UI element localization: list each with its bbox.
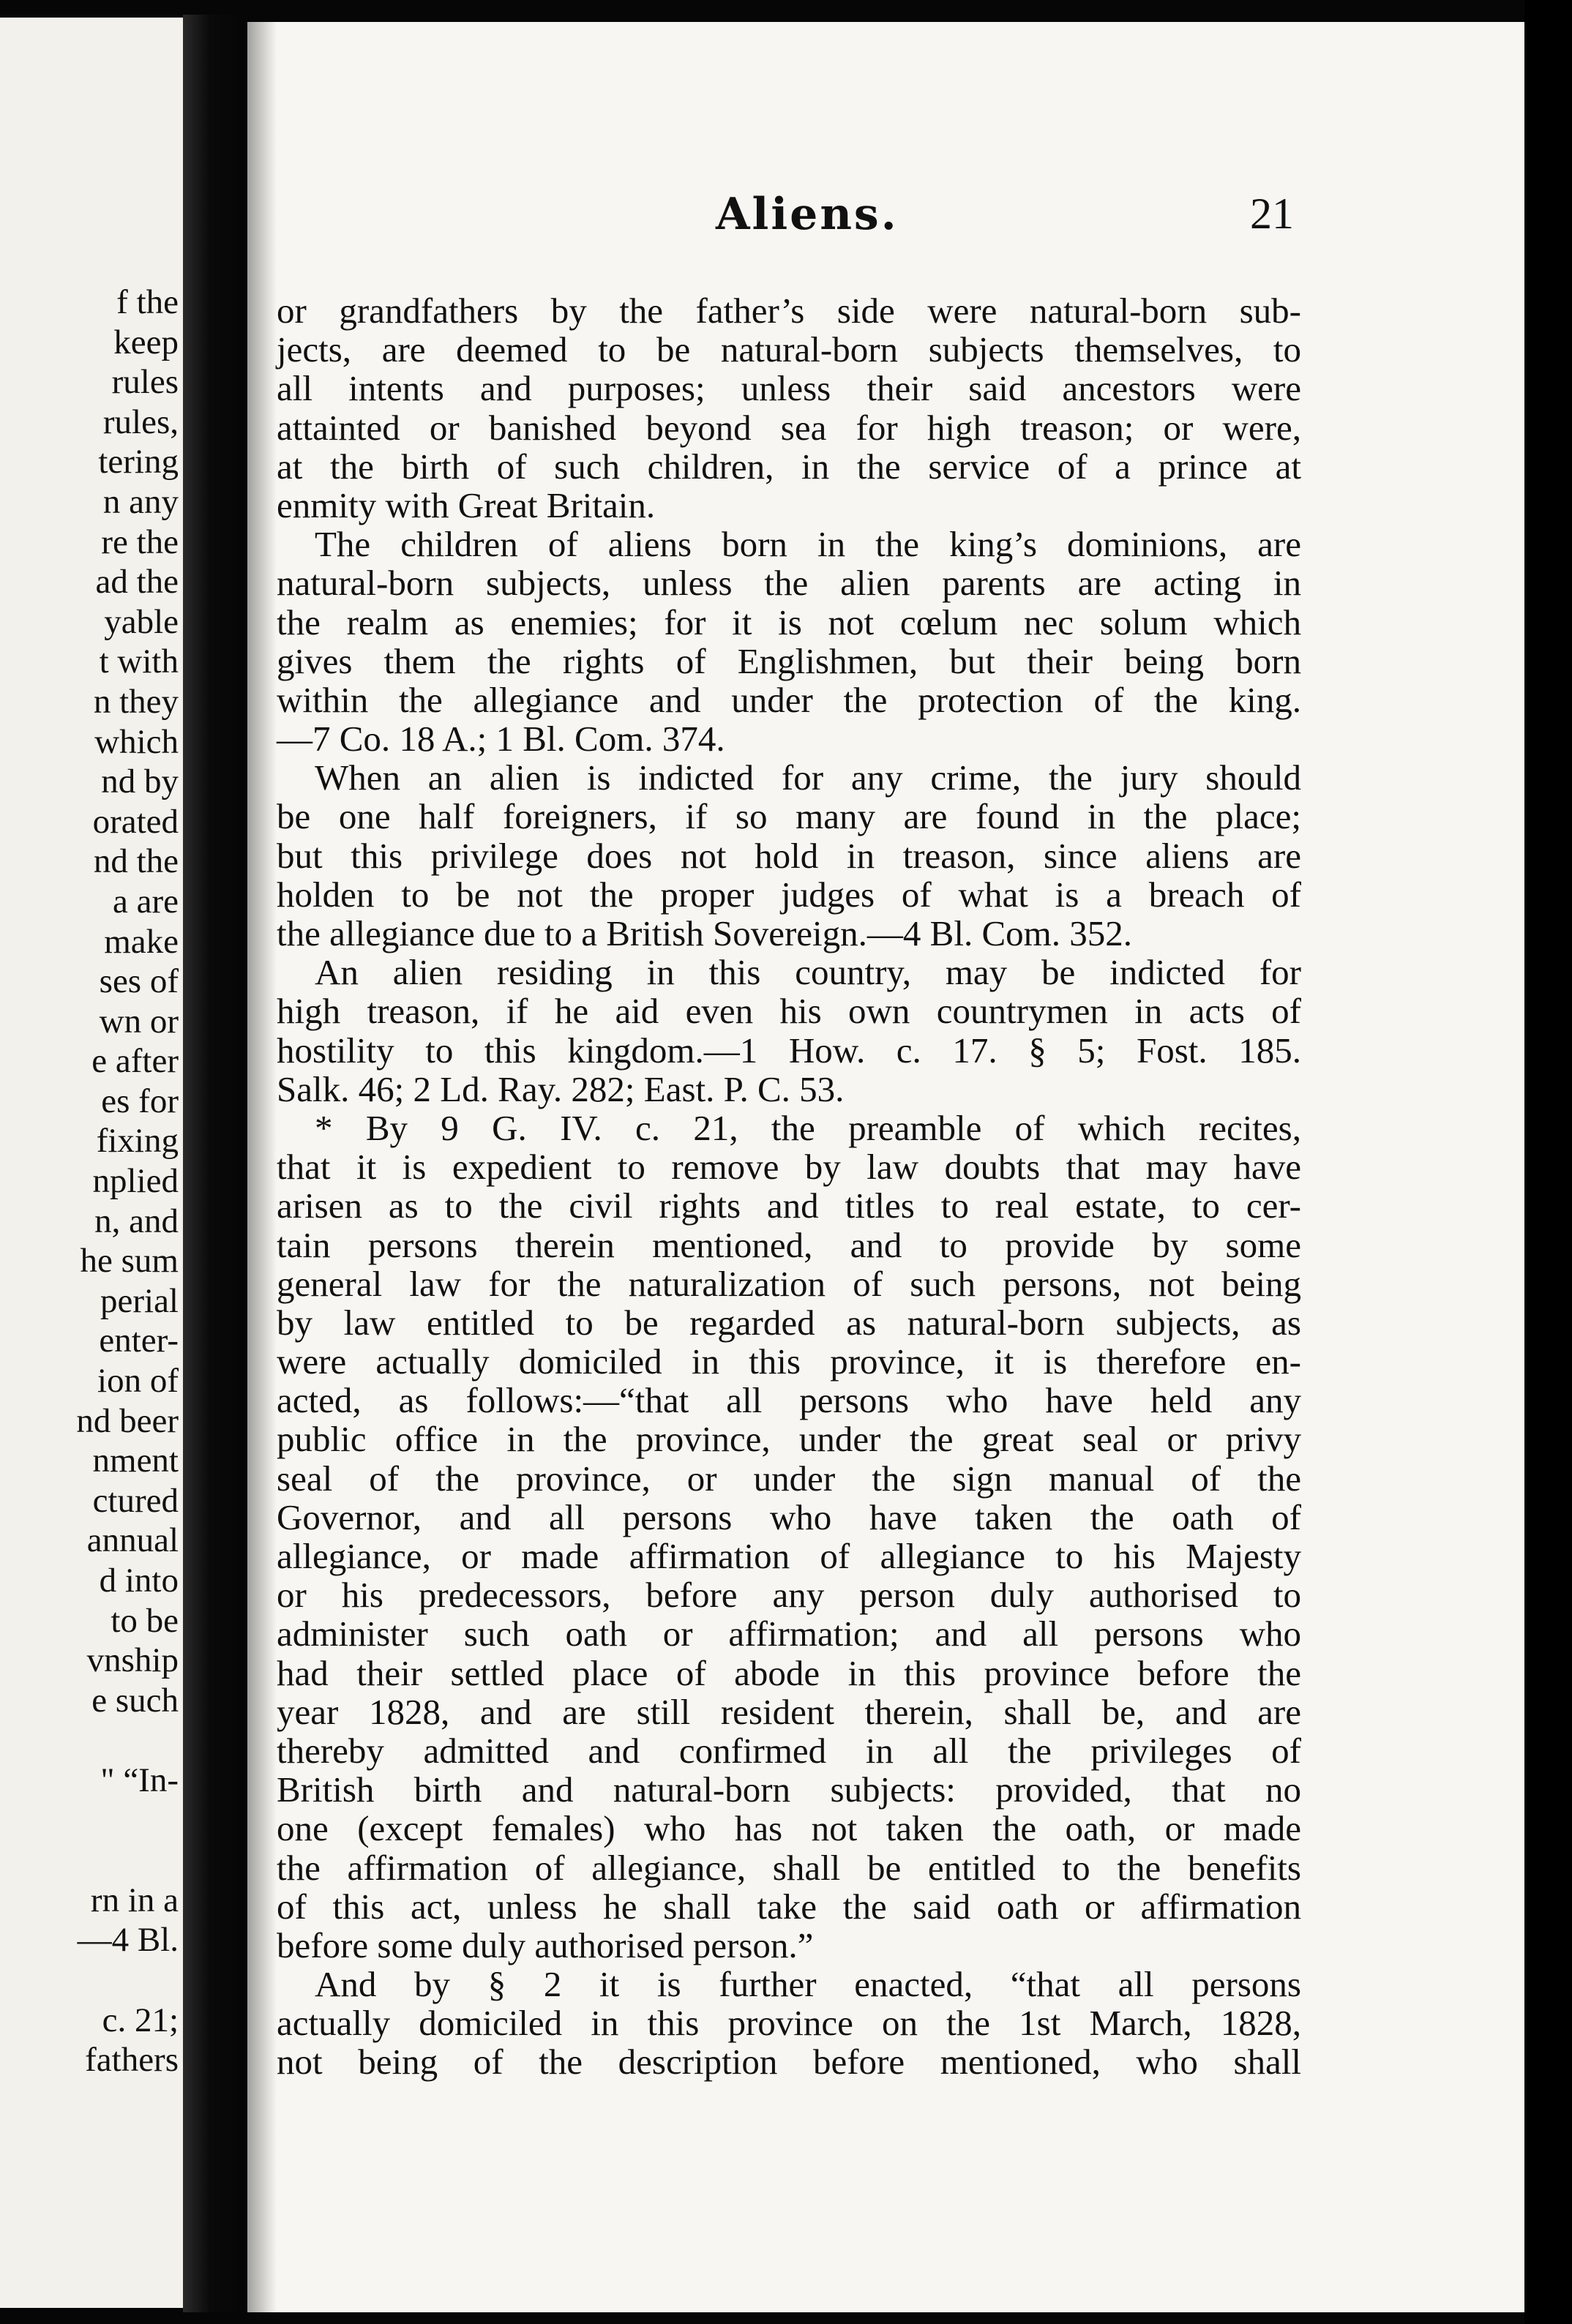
text-line: jects, are deemed to be natural-born subjects themselves, to: [277, 329, 1301, 370]
text-line: gives them the rights of Englishmen, but their being born: [277, 640, 1301, 681]
text-line: thereby admitted and confirmed in all the privileges of: [277, 1730, 1301, 1771]
text-line: before some duly authorised person.”: [277, 1924, 814, 1965]
left-page-line: orated: [92, 802, 179, 841]
left-page-line: rules,: [102, 402, 179, 441]
left-page-line: fathers: [85, 2041, 179, 2080]
left-page-line: annual: [86, 1521, 179, 1560]
left-page-line: ses of: [99, 962, 179, 1001]
left-page-line: make: [104, 922, 179, 961]
left-page-line: t with: [99, 642, 179, 681]
left-page-line: e such: [91, 1681, 179, 1720]
text-line: at the birth of such children, in the service of a prince at: [277, 446, 1301, 487]
left-page-line: ad the: [95, 563, 179, 601]
text-line: * By 9 G. IV. c. 21, the preamble of which recites,: [315, 1107, 1301, 1148]
left-page-line: ctured: [92, 1481, 179, 1520]
left-page-line: a are: [113, 882, 179, 921]
text-line: the allegiance due to a British Sovereign.—4 Bl. Com. 352.: [277, 913, 1132, 953]
left-page-line: he sum: [80, 1242, 179, 1281]
text-line: or grandfathers by the father’s side were natural-born sub-: [277, 290, 1301, 331]
text-line: public office in the province, under the great seal or privy: [277, 1419, 1301, 1460]
left-page-line: rules: [111, 363, 179, 402]
text-line: within the allegiance and under the protection of the king.: [277, 679, 1301, 720]
left-page-line: n they: [93, 682, 179, 721]
text-line: or his predecessors, before any person duly authorised to: [277, 1575, 1301, 1616]
left-page-line: e after: [91, 1042, 179, 1081]
left-page-line: [3, 1840, 179, 1881]
scan-border: [1524, 0, 1572, 2324]
text-line: one (except females) who has not taken the oath, or made: [277, 1808, 1301, 1849]
left-page-line: n any: [102, 482, 179, 521]
left-page-line: perial: [100, 1281, 179, 1320]
left-page-line: enter-: [99, 1322, 179, 1360]
left-page-line: which: [94, 722, 179, 761]
text-line: Governor, and all persons who have taken the oath of: [277, 1496, 1301, 1537]
text-line: general law for the naturalization of such persons, not being: [277, 1263, 1301, 1304]
text-line: administer such oath or affirmation; and all persons who: [277, 1613, 1301, 1654]
text-line: were actually domiciled in this province, it is therefore en-: [277, 1341, 1301, 1382]
text-line: An alien residing in this country, may be indicted for: [315, 952, 1301, 993]
left-page-line: nd the: [93, 842, 179, 881]
left-page-line: to be: [111, 1601, 179, 1640]
text-line: high treason, if he aid even his own countrymen in acts of: [277, 991, 1301, 1032]
page-title: Aliens.: [716, 189, 899, 240]
left-page-line: es for: [101, 1082, 179, 1120]
text-line: Salk. 46; 2 Ld. Ray. 282; East. P. C. 53.: [277, 1068, 845, 1109]
text-line: acted, as follows:—“that all persons who have held any: [277, 1380, 1301, 1421]
text-line: allegiance, or made affirmation of allegiance to his Majesty: [277, 1536, 1301, 1576]
text-line: attainted or banished beyond sea for high treason; or were,: [277, 407, 1301, 448]
left-page-line: n, and: [94, 1202, 179, 1240]
text-line: not being of the description before mentioned, who shall: [277, 2042, 1301, 2083]
text-line: The children of aliens born in the king’s dominions, are: [315, 524, 1301, 565]
left-page-line: nd beer: [76, 1401, 179, 1440]
left-page-line: nplied: [92, 1162, 179, 1201]
left-page-line: keep: [113, 323, 179, 361]
left-page-line: " “In-: [100, 1761, 179, 1799]
text-line: —7 Co. 18 A.; 1 Bl. Com. 374.: [277, 719, 725, 760]
text-line: And by § 2 it is further enacted, “that all persons: [315, 1964, 1301, 2005]
text-line: year 1828, and are still resident therein, shall be, and are: [277, 1691, 1301, 1732]
text-line: hostility to this kingdom.—1 How. c. 17. § 5; Fost. 185.: [277, 1030, 1301, 1071]
text-line: that it is expedient to remove by law doubts that may have: [277, 1147, 1301, 1188]
text-line: seal of the province, or under the sign manual of the: [277, 1458, 1301, 1499]
left-page-line: ion of: [97, 1362, 179, 1401]
text-line: natural-born subjects, unless the alien parents are acting in: [277, 563, 1301, 604]
left-page-line: nment: [92, 1442, 179, 1480]
main-page: [247, 22, 1524, 2312]
text-line: actually domiciled in this province on the 1st March, 1828,: [277, 2003, 1301, 2044]
left-page-line: [3, 1960, 179, 2001]
text-line: British birth and natural-born subjects: provided, that no: [277, 1769, 1301, 1810]
left-page-line: c. 21;: [102, 2001, 179, 2039]
left-page-line: f the: [116, 283, 179, 321]
text-line: of this act, unless he shall take the said oath or affirmation: [277, 1886, 1301, 1927]
left-page-fragment: [0, 18, 183, 2308]
text-line: be one half foreigners, if so many are found in the place;: [277, 796, 1301, 837]
text-line: had their settled place of abode in this province before the: [277, 1652, 1301, 1693]
left-page-line: —4 Bl.: [77, 1921, 179, 1960]
left-page-line: nd by: [101, 762, 179, 801]
left-page-line: [3, 1720, 179, 1761]
text-line: by law entitled to be regarded as natural-born subjects, as: [277, 1302, 1301, 1343]
text-line: the realm as enemies; for it is not cœlum nec solum which: [277, 601, 1301, 642]
left-page-line: d into: [99, 1562, 179, 1600]
running-head: [247, 189, 1521, 247]
text-line: but this privilege does not hold in treason, since aliens are: [277, 835, 1301, 876]
page-number: 21: [1250, 190, 1294, 238]
body-text: [277, 291, 1301, 2082]
text-line: all intents and purposes; unless their said ancestors were: [277, 368, 1301, 409]
left-page-line: [3, 1801, 179, 1841]
text-line: holden to be not the proper judges of what is a breach of: [277, 874, 1301, 915]
left-page-line: rn in a: [90, 1881, 179, 1919]
left-page-line: re the: [101, 522, 179, 561]
left-page-lines: [3, 282, 179, 2080]
text-line: enmity with Great Britain.: [277, 484, 656, 525]
text-line: When an alien is indicted for any crime, the jury should: [315, 757, 1301, 798]
left-page-line: fixing: [96, 1122, 179, 1161]
text-line: tain persons therein mentioned, and to provide by some: [277, 1224, 1301, 1265]
left-page-line: tering: [98, 443, 179, 481]
text-line: the affirmation of allegiance, shall be entitled to the benefits: [277, 1847, 1301, 1888]
left-page-line: vnship: [86, 1641, 179, 1680]
left-page-line: yable: [104, 602, 179, 641]
text-line: arisen as to the civil rights and titles to real estate, to cer-: [277, 1185, 1301, 1226]
left-page-line: wn or: [99, 1002, 179, 1041]
book-gutter: [183, 15, 250, 2312]
